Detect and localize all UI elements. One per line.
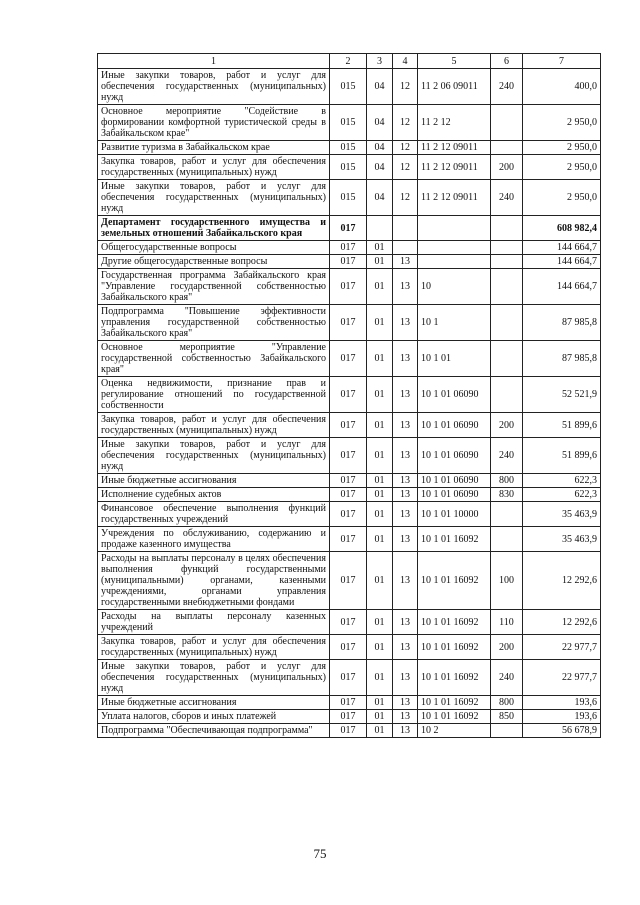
row-csr-cell: 10 1 01 16092 bbox=[418, 710, 491, 724]
row-ved-cell: 017 bbox=[330, 552, 367, 610]
row-pr-cell bbox=[393, 241, 418, 255]
row-pr-cell: 13 bbox=[393, 710, 418, 724]
row-csr-cell: 10 1 01 06090 bbox=[418, 438, 491, 474]
row-ved-cell: 017 bbox=[330, 474, 367, 488]
row-ved-cell: 017 bbox=[330, 241, 367, 255]
column-header-5: 5 bbox=[418, 54, 491, 69]
row-csr-cell: 10 1 01 10000 bbox=[418, 502, 491, 527]
row-name-cell: Другие общегосударственные вопросы bbox=[98, 255, 330, 269]
row-name-cell: Учреждения по обслуживанию, содержанию и продаже казенного имущества bbox=[98, 527, 330, 552]
row-vr-cell bbox=[491, 305, 523, 341]
row-rz-cell: 01 bbox=[367, 305, 393, 341]
row-name-cell: Финансовое обеспечение выполнения функций государственных учреждений bbox=[98, 502, 330, 527]
table-row bbox=[98, 341, 601, 377]
row-ved-cell: 017 bbox=[330, 660, 367, 696]
row-vr-cell: 240 bbox=[491, 660, 523, 696]
table-row bbox=[98, 269, 601, 305]
row-sum-cell: 400,0 bbox=[523, 69, 601, 105]
row-pr-cell bbox=[393, 216, 418, 241]
row-rz-cell: 04 bbox=[367, 141, 393, 155]
row-csr-cell: 10 1 01 16092 bbox=[418, 696, 491, 710]
table-row bbox=[98, 696, 601, 710]
table-row bbox=[98, 724, 601, 738]
row-csr-cell: 10 1 01 06090 bbox=[418, 413, 491, 438]
row-sum-cell: 2 950,0 bbox=[523, 141, 601, 155]
row-csr-cell: 10 1 bbox=[418, 305, 491, 341]
row-sum-cell: 12 292,6 bbox=[523, 552, 601, 610]
row-vr-cell: 240 bbox=[491, 180, 523, 216]
row-ved-cell: 017 bbox=[330, 269, 367, 305]
table-row bbox=[98, 141, 601, 155]
row-vr-cell: 200 bbox=[491, 413, 523, 438]
table-row bbox=[98, 216, 601, 241]
row-ved-cell: 015 bbox=[330, 141, 367, 155]
row-name-cell: Подпрограмма "Повышение эффективности управления государственной собственностью Забайкальского края" bbox=[98, 305, 330, 341]
column-header-6: 6 bbox=[491, 54, 523, 69]
table-row bbox=[98, 660, 601, 696]
row-rz-cell: 01 bbox=[367, 696, 393, 710]
row-sum-cell: 144 664,7 bbox=[523, 255, 601, 269]
row-name-cell: Иные бюджетные ассигнования bbox=[98, 474, 330, 488]
row-sum-cell: 35 463,9 bbox=[523, 527, 601, 552]
column-header-1: 1 bbox=[98, 54, 330, 69]
row-sum-cell: 22 977,7 bbox=[523, 635, 601, 660]
table-row bbox=[98, 105, 601, 141]
row-rz-cell: 01 bbox=[367, 724, 393, 738]
row-name-cell: Иные закупки товаров, работ и услуг для обеспечения государственных (муниципальных) нужд bbox=[98, 438, 330, 474]
row-vr-cell: 240 bbox=[491, 69, 523, 105]
table-row bbox=[98, 502, 601, 527]
row-vr-cell bbox=[491, 724, 523, 738]
row-sum-cell: 144 664,7 bbox=[523, 241, 601, 255]
row-csr-cell: 10 bbox=[418, 269, 491, 305]
table-row bbox=[98, 635, 601, 660]
table-row bbox=[98, 474, 601, 488]
row-ved-cell: 015 bbox=[330, 180, 367, 216]
row-ved-cell: 015 bbox=[330, 69, 367, 105]
row-rz-cell: 01 bbox=[367, 413, 393, 438]
row-rz-cell bbox=[367, 216, 393, 241]
row-ved-cell: 017 bbox=[330, 377, 367, 413]
row-pr-cell: 12 bbox=[393, 141, 418, 155]
row-sum-cell: 51 899,6 bbox=[523, 438, 601, 474]
row-name-cell: Основное мероприятие "Управление государственной собственностью Забайкальского края" bbox=[98, 341, 330, 377]
row-pr-cell: 12 bbox=[393, 180, 418, 216]
row-name-cell: Иные бюджетные ассигнования bbox=[98, 696, 330, 710]
table-row bbox=[98, 710, 601, 724]
row-sum-cell: 12 292,6 bbox=[523, 610, 601, 635]
row-csr-cell: 11 2 12 09011 bbox=[418, 180, 491, 216]
table-row bbox=[98, 610, 601, 635]
row-ved-cell: 017 bbox=[330, 255, 367, 269]
row-ved-cell: 017 bbox=[330, 488, 367, 502]
row-csr-cell: 10 1 01 16092 bbox=[418, 610, 491, 635]
row-pr-cell: 13 bbox=[393, 502, 418, 527]
row-pr-cell: 13 bbox=[393, 413, 418, 438]
table-body bbox=[98, 69, 601, 738]
row-vr-cell: 200 bbox=[491, 155, 523, 180]
row-rz-cell: 01 bbox=[367, 438, 393, 474]
row-name-cell: Закупка товаров, работ и услуг для обеспечения государственных (муниципальных) нужд bbox=[98, 635, 330, 660]
table-row bbox=[98, 241, 601, 255]
row-name-cell: Расходы на выплаты персоналу в целях обеспечения выполнения функций государственными (муниципальными) органами, казенными учреждениями, органами управления государственными внебюджетными фондами bbox=[98, 552, 330, 610]
row-vr-cell: 200 bbox=[491, 635, 523, 660]
table-row bbox=[98, 305, 601, 341]
column-header-3: 3 bbox=[367, 54, 393, 69]
row-name-cell: Иные закупки товаров, работ и услуг для обеспечения государственных (муниципальных) нужд bbox=[98, 69, 330, 105]
row-ved-cell: 015 bbox=[330, 105, 367, 141]
row-ved-cell: 017 bbox=[330, 305, 367, 341]
row-rz-cell: 01 bbox=[367, 474, 393, 488]
row-name-cell: Закупка товаров, работ и услуг для обеспечения государственных (муниципальных) нужд bbox=[98, 155, 330, 180]
row-pr-cell: 13 bbox=[393, 377, 418, 413]
row-sum-cell: 193,6 bbox=[523, 710, 601, 724]
row-pr-cell: 13 bbox=[393, 724, 418, 738]
row-rz-cell: 01 bbox=[367, 552, 393, 610]
row-pr-cell: 13 bbox=[393, 635, 418, 660]
row-csr-cell: 10 1 01 06090 bbox=[418, 377, 491, 413]
row-rz-cell: 01 bbox=[367, 377, 393, 413]
row-pr-cell: 13 bbox=[393, 269, 418, 305]
row-rz-cell: 01 bbox=[367, 488, 393, 502]
row-name-cell: Развитие туризма в Забайкальском крае bbox=[98, 141, 330, 155]
row-vr-cell bbox=[491, 527, 523, 552]
row-pr-cell: 13 bbox=[393, 305, 418, 341]
header-row bbox=[98, 54, 601, 69]
row-vr-cell: 800 bbox=[491, 474, 523, 488]
row-vr-cell bbox=[491, 141, 523, 155]
budget-table bbox=[97, 53, 601, 738]
row-csr-cell: 11 2 06 09011 bbox=[418, 69, 491, 105]
row-name-cell: Иные закупки товаров, работ и услуг для обеспечения государственных (муниципальных) нужд bbox=[98, 660, 330, 696]
column-header-4: 4 bbox=[393, 54, 418, 69]
row-sum-cell: 87 985,8 bbox=[523, 341, 601, 377]
row-csr-cell: 10 1 01 16092 bbox=[418, 660, 491, 696]
table-row bbox=[98, 377, 601, 413]
row-vr-cell bbox=[491, 105, 523, 141]
row-ved-cell: 017 bbox=[330, 696, 367, 710]
row-vr-cell: 110 bbox=[491, 610, 523, 635]
row-csr-cell: 10 1 01 16092 bbox=[418, 527, 491, 552]
row-name-cell: Подпрограмма "Обеспечивающая подпрограмма" bbox=[98, 724, 330, 738]
row-sum-cell: 144 664,7 bbox=[523, 269, 601, 305]
row-pr-cell: 12 bbox=[393, 105, 418, 141]
row-pr-cell: 13 bbox=[393, 474, 418, 488]
page-number: 75 bbox=[313, 846, 327, 861]
row-name-cell: Основное мероприятие "Содействие в формировании комфортной туристической среды в Забайкальском крае" bbox=[98, 105, 330, 141]
table-row bbox=[98, 488, 601, 502]
row-pr-cell: 13 bbox=[393, 527, 418, 552]
table-row bbox=[98, 69, 601, 105]
table-row bbox=[98, 413, 601, 438]
row-name-cell: Расходы на выплаты персоналу казенных учреждений bbox=[98, 610, 330, 635]
row-pr-cell: 13 bbox=[393, 610, 418, 635]
row-name-cell: Государственная программа Забайкальского края "Управление государственной собственностью Забайкальского края" bbox=[98, 269, 330, 305]
row-pr-cell: 13 bbox=[393, 552, 418, 610]
row-sum-cell: 56 678,9 bbox=[523, 724, 601, 738]
row-pr-cell: 13 bbox=[393, 488, 418, 502]
row-sum-cell: 51 899,6 bbox=[523, 413, 601, 438]
table-row bbox=[98, 527, 601, 552]
row-vr-cell bbox=[491, 241, 523, 255]
table-row bbox=[98, 180, 601, 216]
row-rz-cell: 01 bbox=[367, 527, 393, 552]
row-pr-cell: 13 bbox=[393, 438, 418, 474]
row-ved-cell: 017 bbox=[330, 635, 367, 660]
row-ved-cell: 017 bbox=[330, 527, 367, 552]
row-vr-cell: 240 bbox=[491, 438, 523, 474]
row-vr-cell bbox=[491, 502, 523, 527]
row-pr-cell: 13 bbox=[393, 660, 418, 696]
row-ved-cell: 017 bbox=[330, 413, 367, 438]
table-row bbox=[98, 552, 601, 610]
row-vr-cell: 100 bbox=[491, 552, 523, 610]
row-sum-cell: 608 982,4 bbox=[523, 216, 601, 241]
row-csr-cell: 10 1 01 06090 bbox=[418, 474, 491, 488]
row-ved-cell: 017 bbox=[330, 341, 367, 377]
row-ved-cell: 017 bbox=[330, 438, 367, 474]
row-name-cell: Уплата налогов, сборов и иных платежей bbox=[98, 710, 330, 724]
row-name-cell: Иные закупки товаров, работ и услуг для обеспечения государственных (муниципальных) нужд bbox=[98, 180, 330, 216]
table-row bbox=[98, 155, 601, 180]
row-rz-cell: 01 bbox=[367, 341, 393, 377]
row-ved-cell: 017 bbox=[330, 610, 367, 635]
row-vr-cell bbox=[491, 341, 523, 377]
table-row bbox=[98, 438, 601, 474]
row-rz-cell: 04 bbox=[367, 105, 393, 141]
row-rz-cell: 01 bbox=[367, 610, 393, 635]
row-csr-cell bbox=[418, 255, 491, 269]
row-csr-cell: 10 1 01 bbox=[418, 341, 491, 377]
row-csr-cell bbox=[418, 216, 491, 241]
row-sum-cell: 2 950,0 bbox=[523, 180, 601, 216]
row-pr-cell: 13 bbox=[393, 696, 418, 710]
row-pr-cell: 13 bbox=[393, 255, 418, 269]
row-sum-cell: 52 521,9 bbox=[523, 377, 601, 413]
row-csr-cell: 11 2 12 09011 bbox=[418, 141, 491, 155]
row-pr-cell: 13 bbox=[393, 341, 418, 377]
row-rz-cell: 01 bbox=[367, 635, 393, 660]
row-vr-cell: 850 bbox=[491, 710, 523, 724]
row-csr-cell: 10 2 bbox=[418, 724, 491, 738]
row-rz-cell: 04 bbox=[367, 69, 393, 105]
row-rz-cell: 04 bbox=[367, 155, 393, 180]
row-rz-cell: 01 bbox=[367, 255, 393, 269]
row-vr-cell bbox=[491, 377, 523, 413]
row-sum-cell: 35 463,9 bbox=[523, 502, 601, 527]
column-header-2: 2 bbox=[330, 54, 367, 69]
row-name-cell: Департамент государственного имущества и земельных отношений Забайкальского края bbox=[98, 216, 330, 241]
row-rz-cell: 01 bbox=[367, 269, 393, 305]
row-csr-cell bbox=[418, 241, 491, 255]
column-header-7: 7 bbox=[523, 54, 601, 69]
row-pr-cell: 12 bbox=[393, 155, 418, 180]
row-ved-cell: 017 bbox=[330, 216, 367, 241]
row-pr-cell: 12 bbox=[393, 69, 418, 105]
row-csr-cell: 10 1 01 16092 bbox=[418, 552, 491, 610]
row-sum-cell: 622,3 bbox=[523, 474, 601, 488]
row-ved-cell: 015 bbox=[330, 155, 367, 180]
row-vr-cell bbox=[491, 269, 523, 305]
row-rz-cell: 01 bbox=[367, 502, 393, 527]
row-sum-cell: 87 985,8 bbox=[523, 305, 601, 341]
row-name-cell: Общегосударственные вопросы bbox=[98, 241, 330, 255]
row-vr-cell: 830 bbox=[491, 488, 523, 502]
row-sum-cell: 622,3 bbox=[523, 488, 601, 502]
row-sum-cell: 193,6 bbox=[523, 696, 601, 710]
row-rz-cell: 01 bbox=[367, 241, 393, 255]
table-row bbox=[98, 255, 601, 269]
row-ved-cell: 017 bbox=[330, 502, 367, 527]
row-rz-cell: 04 bbox=[367, 180, 393, 216]
row-sum-cell: 22 977,7 bbox=[523, 660, 601, 696]
row-csr-cell: 10 1 01 06090 bbox=[418, 488, 491, 502]
row-vr-cell bbox=[491, 255, 523, 269]
row-rz-cell: 01 bbox=[367, 660, 393, 696]
row-vr-cell: 800 bbox=[491, 696, 523, 710]
row-name-cell: Закупка товаров, работ и услуг для обеспечения государственных (муниципальных) нужд bbox=[98, 413, 330, 438]
row-rz-cell: 01 bbox=[367, 710, 393, 724]
row-name-cell: Исполнение судебных актов bbox=[98, 488, 330, 502]
row-ved-cell: 017 bbox=[330, 724, 367, 738]
row-csr-cell: 10 1 01 16092 bbox=[418, 635, 491, 660]
row-ved-cell: 017 bbox=[330, 710, 367, 724]
row-sum-cell: 2 950,0 bbox=[523, 105, 601, 141]
row-vr-cell bbox=[491, 216, 523, 241]
row-csr-cell: 11 2 12 bbox=[418, 105, 491, 141]
row-sum-cell: 2 950,0 bbox=[523, 155, 601, 180]
row-csr-cell: 11 2 12 09011 bbox=[418, 155, 491, 180]
row-name-cell: Оценка недвижимости, признание прав и регулирование отношений по государственной собственности bbox=[98, 377, 330, 413]
